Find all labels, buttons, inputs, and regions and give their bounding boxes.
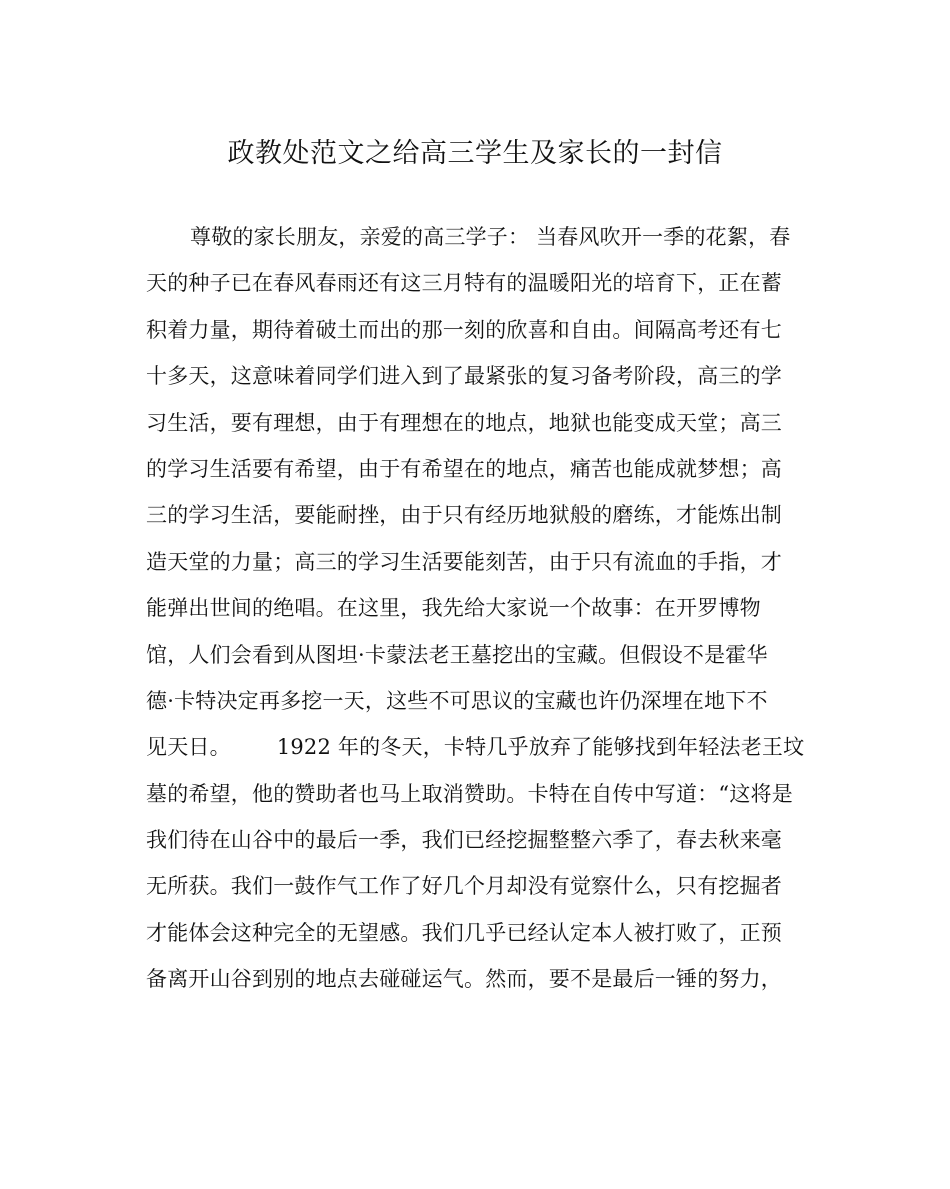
body-line: 造天堂的力量；高三的学习生活要能刻苦，由于只有流血的手指，才 (146, 549, 782, 574)
body-line: 德·卡特决定再多挖一天，这些不可思议的宝藏也许仍深埋在地下不 (146, 688, 768, 713)
body-line: 积着力量，期待着破土而出的那一刻的欣喜和自由。间隔高考还有七 (146, 317, 782, 342)
body-line: 备离开山谷到别的地点去碰碰运气。然而，要不是最后一锤的努力， (146, 967, 782, 992)
body-line: 我们待在山谷中的最后一季，我们已经挖掘整整六季了，春去秋来毫 (146, 828, 782, 853)
body-line: 习生活，要有理想，由于有理想在的地点，地狱也能变成天堂；高三 (146, 410, 782, 435)
paragraph-start-text: 1922 年的冬天，卡特几乎放弃了能够找到年轻法老王坟 (276, 735, 805, 760)
document-title: 政教处范文之给高三学生及家长的一封信 (227, 138, 723, 169)
body-line: 天的种子已在春风春雨还有这三月特有的温暖阳光的培育下，正在蓄 (146, 271, 782, 296)
body-line: 无所获。我们一鼓作气工作了好几个月却没有觉察什么，只有挖掘者 (146, 874, 782, 899)
body-line: 尊敬的家长朋友，亲爱的高三学子： 当春风吹开一季的花絮，春 (190, 225, 791, 249)
body-line: 三的学习生活，要能耐挫，由于只有经历地狱般的磨练，才能炼出制 (146, 503, 782, 528)
body-line: 的学习生活要有希望，由于有希望在的地点，痛苦也能成就梦想；高 (146, 456, 782, 481)
body-line-with-paragraph-break (146, 724, 816, 770)
body-line: 墓的希望，他的赞助者也马上取消赞助。卡特在自传中写道：“这将是 (146, 781, 793, 806)
body-line: 十多天，这意味着同学们进入到了最紧张的复习备考阶段，高三的学 (146, 364, 782, 389)
document-body (146, 214, 816, 1003)
body-line: 才能体会这种完全的无望感。我们几乎已经认定本人被打败了，正预 (146, 920, 782, 945)
body-line: 馆，人们会看到从图坦·卡蒙法老王墓挖出的宝藏。但假设不是霍华 (146, 642, 768, 667)
body-line: 能弹出世间的绝唱。在这里，我先给大家说一个故事：在开罗博物 (146, 596, 761, 621)
paragraph-end-text: 见天日。 (146, 735, 231, 760)
